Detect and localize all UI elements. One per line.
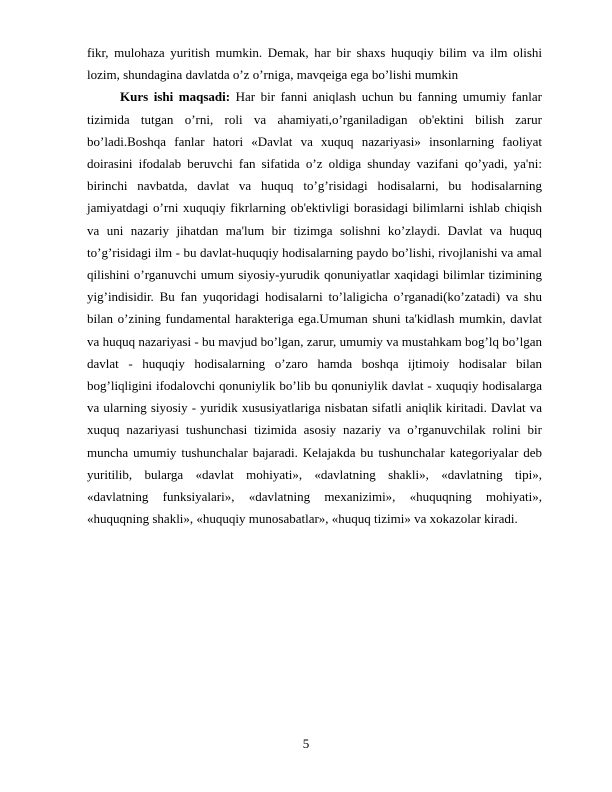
course-goal-heading: Kurs ishi maqsadi:: [120, 89, 231, 105]
course-goal-text: Har bir fanni aniqlash uchun bu fanning umumiy fanlar tizimida tutgan o’rni, roli va ahamiyati,o’rganiladigan ob'ektini bilish zarur bo’ladi.Boshqa fanlar hatori «Davlat va xuquq nazariyasi» insonlarning faoliyat doirasini ifodalab beruvchi fan sifatida o’z oldiga shunday vazifani qo’yadi, ya'ni: birinchi navbatda, davlat va huquq to’g’risidagi hodisalarni, bu hodisalarning jamiyatdagi o’rni xuquqiy fikrlarning ob'ektivligi borasidagi bilimlarni ishlab chiqish va uni nazariy jihatdan ma'lum bir tizimga solishni ko’zlaydi. Davlat va huquq to’g’risidagi ilm - bu davlat-huquqiy hodisalarning paydo bo’lishi, rivojlanishi va amal qilishini o’rganuvchi umum siyosiy-yurudik qonuniyatlar xaqidagi bilimlar tizimining yig’indisidir. Bu fan yuqoridagi hodisalarni to’laligicha o’rganadi(ko’zatadi) va shu bilan o’zining fundamental harakteriga ega.Umuman shuni ta'kidlash mumkin, davlat va huquq nazariyasi - bu mavjud bo’lgan, zarur, umumiy va mustahkam bog’lq bo’lgan davlat - huquqiy hodisalarning o’zaro hamda boshqa ijtimoiy hodisalar bilan bog’liqligini ifodalovchi qonuniylik bo’lib bu qonuniylik davlat - xuquqiy hodisalarga va ularning siyosiy - yuridik xususiyatlariga nisbatan sifatli aniqlik kiritadi. Davlat va xuquq nazariyasi tushunchasi tizimida asosiy nazariy va o’rganuvchilak rolini bir muncha umumiy tushunchalar bajaradi. Kelajakda bu tushunchalar kategoriyalar deb yuritilib, bularga «davlat mohiyati», «davlatning shakli», «davlatning tipi», «davlatning funksiyalari», «davlatning mexanizimi», «huquqning mohiyati», «huquqning shakli», «huquqiy munosabatlar», «huquq tizimi» va xokazolar kiradi.: [87, 89, 542, 527]
paragraph-course-goal: [87, 86, 542, 530]
body-text: [87, 42, 542, 530]
paragraph-continuation: fikr, mulohaza yuritish mumkin. Demak, har bir shaxs huquqiy bilim va ilm olishi lozim, shundagina davlatda o’z o’rniga, mavqeiga ega bo’lishi mumkin: [87, 45, 542, 83]
page-number: 5: [302, 736, 310, 751]
